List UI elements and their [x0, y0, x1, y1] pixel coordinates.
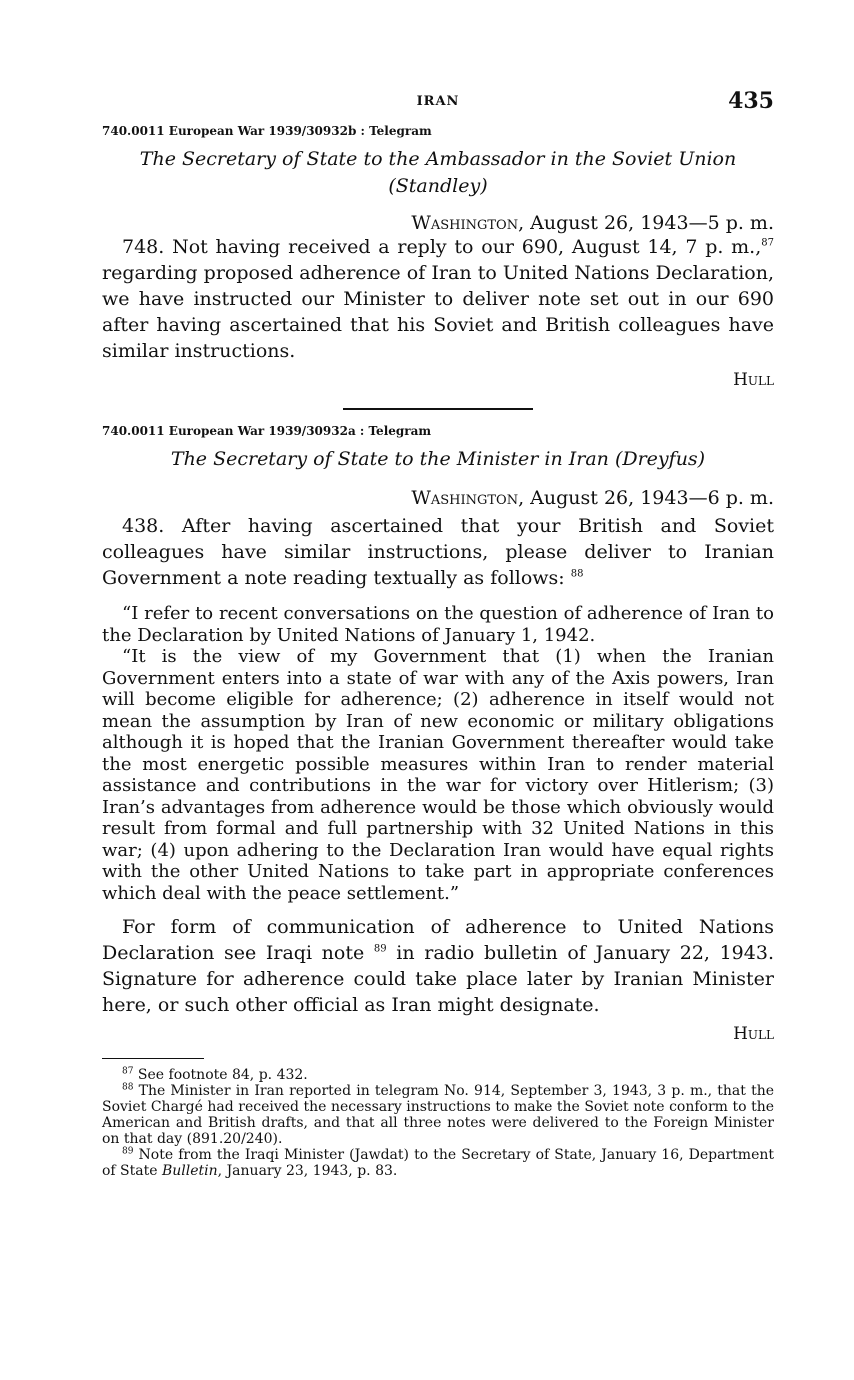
footnote-number: 87: [122, 1066, 134, 1077]
dateline-1: [102, 212, 774, 234]
footnotes: [102, 1067, 774, 1179]
bulletin-title: Bulletin: [162, 1163, 218, 1179]
signature-2: Hull: [733, 1024, 774, 1044]
quote-paragraph-1: “I refer to recent conversations on the question of adherence of Iran to the Declaration by United Nations of January 1, 1942.: [102, 603, 774, 646]
footnote-number: 89: [122, 1146, 134, 1157]
footnote-number: 88: [122, 1082, 134, 1093]
footnote-text: See footnote 84, p. 432.: [137, 1067, 308, 1083]
section-divider: [343, 408, 533, 410]
dateline-date: , August 26, 1943—5 p. m.: [518, 212, 774, 234]
telegram-body-1: [102, 234, 774, 364]
dateline-place: Washington: [411, 212, 519, 234]
signature-1: Hull: [733, 370, 774, 390]
footnote-89: [102, 1147, 774, 1179]
quoted-note: [102, 603, 774, 904]
footnote-ref-88[interactable]: 88: [570, 568, 584, 580]
footnote-text: , January 23, 1943, p. 83.: [217, 1163, 398, 1179]
dateline-place: Washington: [411, 487, 519, 509]
telegram-body-3: [102, 914, 774, 1018]
document-page: [102, 86, 774, 1179]
footnote-87: [102, 1067, 774, 1083]
body-text: For form of communication of adherence to United Nations Declaration see Iraqi note: [102, 916, 774, 964]
body-text: regarding proposed adherence of Iran to United Nations Declaration, we have instructed our Minister to deliver note set out in our 690 after having ascertained that his Soviet and British colleagues have similar instructions.: [102, 262, 774, 362]
body-text: in radio bulletin of January 22, 1943. Signature for adherence could take place later by Iranian Minister here, or such other official as Iran might designate.: [102, 942, 774, 1016]
running-head: IRAN: [416, 94, 460, 109]
body-text: 438. After having ascertained that your British and Soviet colleagues have similar instructions, please deliver to Iranian Government a note reading textually as follows:: [102, 515, 774, 589]
title-line-2: (Standley): [388, 175, 488, 197]
body-text: 748. Not having received a reply to our 690, August 14, 7 p. m.,: [122, 236, 762, 258]
dateline-2: [102, 487, 774, 509]
footnote-ref-89[interactable]: 89: [373, 943, 387, 955]
telegram-body-2: [102, 513, 774, 591]
footnote-text: Note from the Iraqi Minister (Jawdat) to the Secretary of State, January 16, Department of State: [102, 1147, 775, 1179]
page-header: [102, 86, 774, 116]
footnote-88: [102, 1083, 774, 1147]
dateline-date: , August 26, 1943—6 p. m.: [518, 487, 774, 509]
footnote-rule: [102, 1058, 204, 1059]
document-title-2: The Secretary of State to the Minister in Iran (Dreyfus): [170, 448, 706, 470]
file-reference-1: 740.0011 European War 1939/30932b : Telegram: [102, 124, 432, 138]
footnote-text: The Minister in Iran reported in telegram No. 914, September 3, 1943, 3 p. m., that the Soviet Chargé had received the necessary instructions to make the Soviet note conform to the American and British drafts, and that all three notes were delivered to the Foreign Minister on that day (891.20/240).: [102, 1083, 774, 1147]
document-title-1: [102, 146, 774, 200]
file-reference-2: 740.0011 European War 1939/30932a : Telegram: [102, 424, 432, 438]
footnote-ref-87[interactable]: 87: [761, 237, 774, 249]
quote-paragraph-2: “It is the view of my Government that (1) when the Iranian Government enters into a state of war with any of the Axis powers, Iran will become eligible for adherence; (2) adherence in itself would not mean the assumption by Iran of new economic or military obligations although it is hoped that the Iranian Government thereafter would take the most energetic possible measures within Iran to render material assistance and contributions in the war for victory over Hitlerism; (3) Iran’s advantages from adherence would be those which obviously would result from formal and full partnership with 32 United Nations in this war; (4) upon adhering to the Declaration Iran would have equal rights with the other United Nations to take part in appropriate conferences which deal with the peace settlement.”: [102, 646, 774, 904]
page-number: 435: [728, 88, 774, 114]
title-line-1: The Secretary of State to the Ambassador in the Soviet Union: [139, 148, 737, 170]
